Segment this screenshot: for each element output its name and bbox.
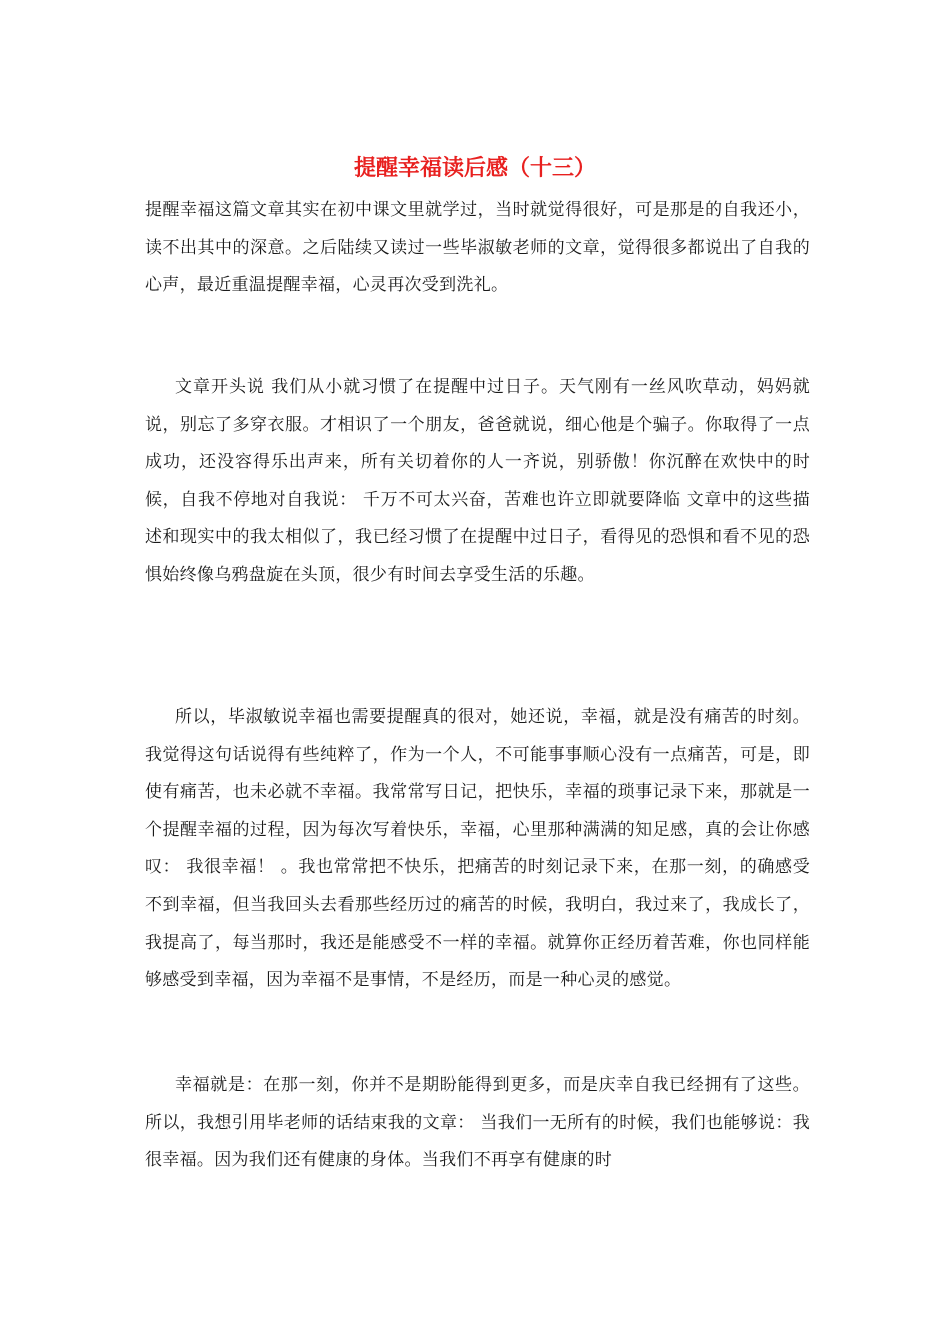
- paragraph-4: 幸福就是：在那一刻，你并不是期盼能得到更多，而是庆幸自我已经拥有了这些。所以，我想引用毕老师的话结束我的文章： 当我们一无所有的时候，我们也能够说：我很幸福。因为我们还有健康的身体。当我们不再享有健康的时: [145, 1075, 810, 1171]
- paragraph-3: 所以，毕淑敏说幸福也需要提醒真的很对，她还说，幸福，就是没有痛苦的时刻。我觉得这句话说得有些纯粹了，作为一个人，不可能事事顺心没有一点痛苦，可是，即使有痛苦，也未必就不幸福。我常常写日记，把快乐，幸福的琐事记录下来，那就是一个提醒幸福的过程，因为每次写着快乐，幸福，心里那种满满的知足感，真的会让你感叹： 我很幸福！ 。我也常常把不快乐，把痛苦的时刻记录下来，在那一刻，的确感受不到幸福，但当我回头去看那些经历过的痛苦的时候，我明白，我过来了，我成长了，我提高了，每当那时，我还是能感受不一样的幸福。就算你正经历着苦难，你也同样能够感受到幸福，因为幸福不是事情，不是经历，而是一种心灵的感觉。: [145, 707, 810, 991]
- document-title: 提醒幸福读后感（十三）: [353, 155, 596, 181]
- paragraph-2: 文章开头说 我们从小就习惯了在提醒中过日子。天气刚有一丝风吹草动，妈妈就说，别忘了多穿衣服。才相识了一个朋友，爸爸就说，细心他是个骗子。你取得了一点成功，还没容得乐出声来，所有关切着你的人一齐说，别骄傲！你沉醉在欢快中的时候，自我不停地对自我说： 千万不可太兴奋，苦难也许立即就要降临 文章中的这些描述和现实中的我太相似了，我已经习惯了在提醒中过日子，看得见的恐惧和看不见的恐惧始终像乌鸦盘旋在头顶，很少有时间去享受生活的乐趣。: [145, 377, 810, 585]
- paragraph-1: 提醒幸福这篇文章其实在初中课文里就学过，当时就觉得很好，可是那是的自我还小，读不出其中的深意。之后陆续又读过一些毕淑敏老师的文章，觉得很多都说出了自我的心声，最近重温提醒幸福，心灵再次受到洗礼。: [145, 200, 810, 296]
